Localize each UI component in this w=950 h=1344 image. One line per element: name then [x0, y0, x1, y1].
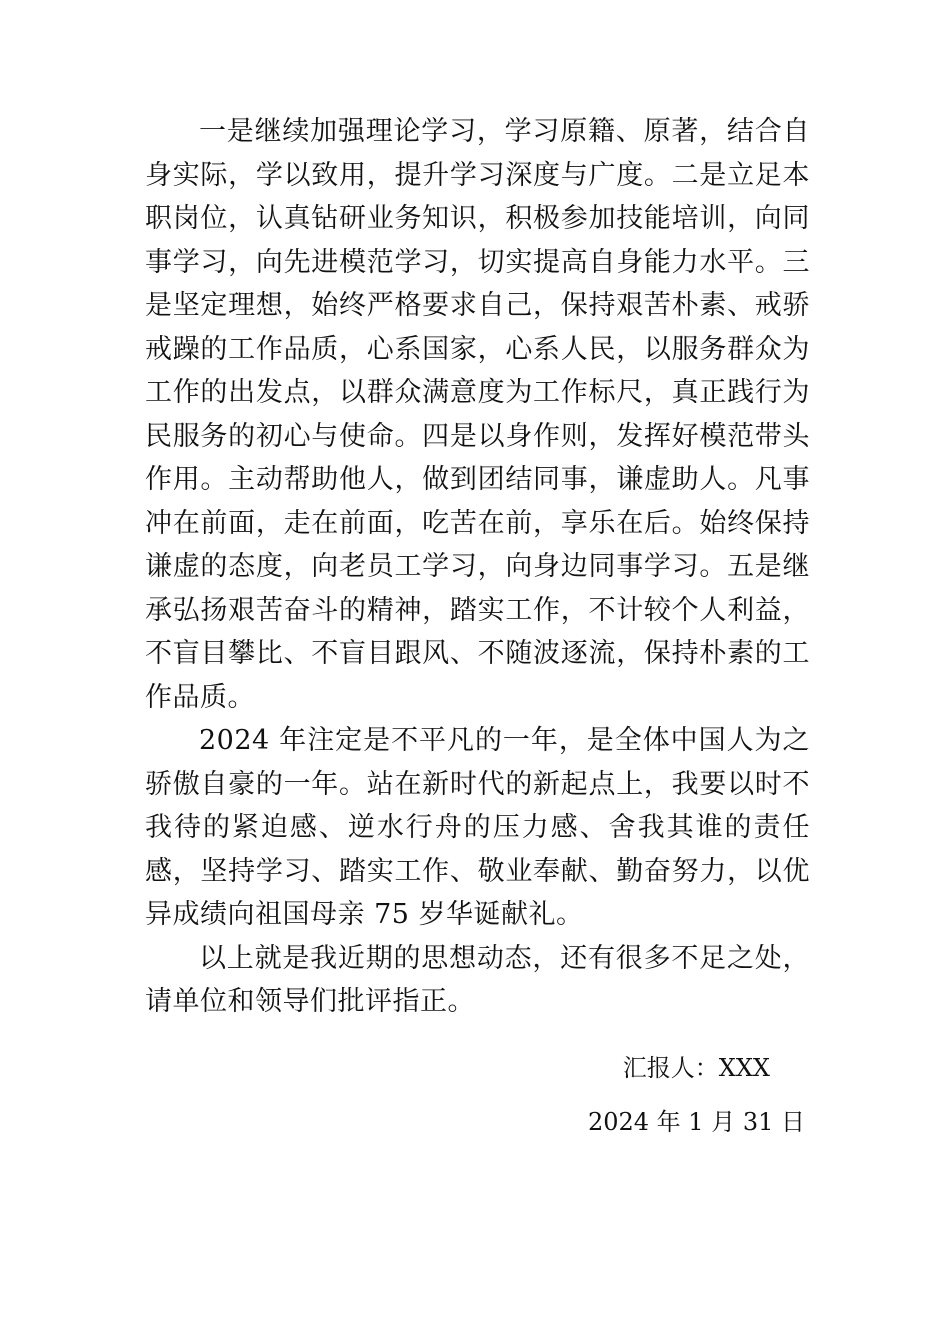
paragraph-3: 以上就是我近期的思想动态，还有很多不足之处，请单位和领导们批评指正。 [145, 942, 810, 1017]
signature-line: 汇报人：XXX [622, 1054, 770, 1082]
paragraph-1: 一是继续加强理论学习，学习原籍、原著，结合自身实际，学以致用，提升学习深度与广度。二是立足本职岗位，认真钻研业务知识，积极参加技能培训，向同事学习，向先进模范学习，切实提高自身能力水平。三是坚定理想，始终严格要求自己，保持艰苦朴素、戒骄戒躁的工作品质，心系国家，心系人民，以服务群众为工作的出发点，以群众满意度为工作标尺，真正践行为民服务的初心与使命。四是以身作则，发挥好模范带头作用。主动帮助他人，做到团结同事，谦虚助人。凡事冲在前面，走在前面，吃苦在前，享乐在后。始终保持谦虚的态度，向老员工学习，向身边同事学习。五是继承弘扬艰苦奋斗的精神，踏实工作，不计较个人利益，不盲目攀比、不盲目跟风、不随波逐流，保持朴素的工作品质。 [145, 116, 810, 713]
paragraph-2: 2024 年注定是不平凡的一年，是全体中国人为之骄傲自豪的一年。站在新时代的新起点上，我要以时不我待的紧迫感、逆水行舟的压力感、舍我其谁的责任感，坚持学习、踏实工作、敬业奉献、勤奋努力，以优异成绩向祖国母亲 75 岁华诞献礼。 [145, 725, 810, 930]
date-line: 2024 年 1 月 31 日 [587, 1108, 805, 1136]
document-body [145, 110, 810, 1024]
